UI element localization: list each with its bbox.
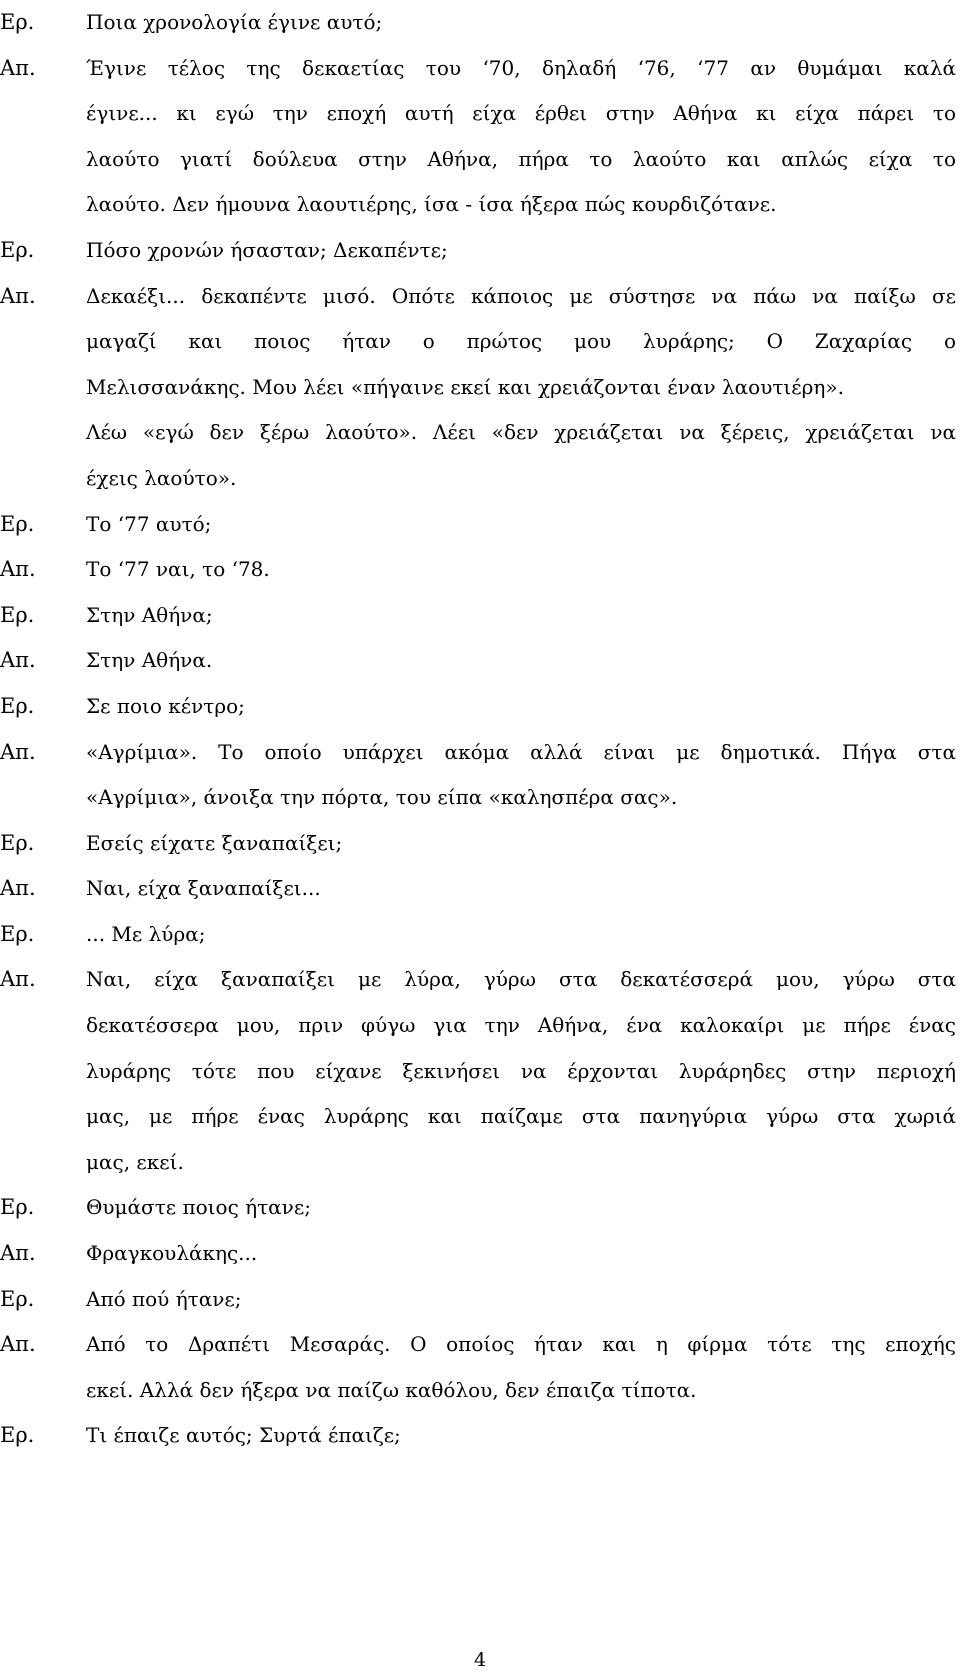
speaker-label: Απ.: [0, 1332, 36, 1357]
utterance-line: Θυμάστε ποιος ήτανε;: [86, 1195, 311, 1220]
transcript-entry: [0, 593, 960, 639]
utterance-line: μας, εκεί.: [86, 1149, 184, 1174]
utterance-line: λαούτο γιατί δούλευα στην Αθήνα, πήρα το λαούτο και απλώς είχα το: [86, 146, 956, 171]
transcript-entry: [0, 730, 960, 821]
speaker-label: Απ.: [0, 1241, 36, 1266]
transcript-entry: [0, 638, 960, 684]
utterance-line: Από πού ήτανε;: [86, 1286, 242, 1311]
transcript-entry: [0, 866, 960, 912]
utterance-line: Ποια χρονολογία έγινε αυτό;: [86, 10, 383, 34]
transcript-entry: [0, 547, 960, 593]
speaker-label: Απ.: [0, 967, 36, 992]
utterance-line: λυράρης τότε που είχανε ξεκινήσει να έρχονται λυράρηδες στην περιοχή: [86, 1058, 956, 1083]
speaker-label: Ερ.: [0, 1423, 35, 1448]
utterance-line: Στην Αθήνα;: [86, 602, 213, 627]
utterance-line: Τι έπαιζε αυτός; Συρτά έπαιζε;: [86, 1423, 401, 1448]
speaker-label: Ερ.: [0, 921, 35, 946]
transcript-entry: [0, 1322, 960, 1413]
utterance-line: Από το Δραπέτι Μεσαράς. Ο οποίος ήταν και η φίρμα τότε της εποχής: [86, 1332, 956, 1357]
speaker-label: Απ.: [0, 876, 36, 901]
transcript-entry: [0, 0, 960, 46]
transcript-entry: [0, 274, 960, 502]
transcript-entry: [0, 684, 960, 730]
utterance-line: Στην Αθήνα.: [86, 648, 213, 673]
speaker-label: Ερ.: [0, 830, 35, 855]
utterance-line: Δεκαέξι... δεκαπέντε μισό. Οπότε κάποιος με σύστησε να πάω να παίξω σε: [86, 283, 956, 308]
speaker-label: Απ.: [0, 283, 36, 308]
speaker-label: Ερ.: [0, 511, 35, 536]
transcript-entry: [0, 502, 960, 548]
transcript-entry: [0, 957, 960, 1185]
speaker-label: Ερ.: [0, 1286, 35, 1311]
utterance-line: δεκατέσσερα μου, πριν φύγω για την Αθήνα, ένα καλοκαίρι με πήρε ένας: [86, 1013, 956, 1038]
transcript-entry: [0, 1277, 960, 1323]
transcript-entry: [0, 1413, 960, 1459]
utterance-line: Το ‘77 αυτό;: [86, 511, 212, 536]
utterance-line: λαούτο. Δεν ήμουνα λαουτιέρης, ίσα - ίσα ήξερα πώς κουρδιζότανε.: [86, 192, 777, 217]
utterance-line: μαγαζί και ποιος ήταν ο πρώτος μου λυράρης; Ο Ζαχαρίας ο: [86, 329, 956, 354]
utterance-line: Ναι, είχα ξαναπαίξει με λύρα, γύρω στα δεκατέσσερά μου, γύρω στα: [86, 967, 956, 992]
utterance-line: Σε ποιο κέντρο;: [86, 693, 245, 718]
speaker-label: Απ.: [0, 739, 36, 764]
speaker-label: Απ.: [0, 55, 36, 80]
transcript-entry: [0, 912, 960, 958]
speaker-label: Ερ.: [0, 602, 35, 627]
utterance-line: Εσείς είχατε ξαναπαίξει;: [86, 830, 343, 855]
utterance-line: Το ‘77 ναι, το ‘78.: [86, 557, 270, 582]
speaker-label: Ερ.: [0, 693, 35, 718]
speaker-label: Ερ.: [0, 237, 35, 262]
utterance-line: ... Με λύρα;: [86, 921, 206, 946]
transcript-entry: [0, 1185, 960, 1231]
transcript-entry: [0, 46, 960, 228]
utterance-line: Πόσο χρονών ήσασταν; Δεκαπέντε;: [86, 237, 448, 262]
utterance-line: μας, με πήρε ένας λυράρης και παίζαμε στα πανηγύρια γύρω στα χωριά: [86, 1104, 956, 1129]
utterance-line: «Αγρίμια», άνοιξα την πόρτα, του είπα «καλησπέρα σας».: [86, 785, 678, 810]
utterance-line: Φραγκουλάκης...: [86, 1241, 258, 1266]
utterance-line: «Αγρίμια». Το οποίο υπάρχει ακόμα αλλά είναι με δημοτικά. Πήγα στα: [86, 739, 956, 764]
transcript-entry: [0, 1231, 960, 1277]
utterance-line: Λέω «εγώ δεν ξέρω λαούτο». Λέει «δεν χρειάζεται να ξέρεις, χρειάζεται να: [86, 420, 956, 445]
speaker-label: Απ.: [0, 557, 36, 582]
utterance-line: έχεις λαούτο».: [86, 465, 237, 490]
transcript-entry: [0, 821, 960, 867]
transcript-entry: [0, 228, 960, 274]
utterance-line: Μελισσανάκης. Μου λέει «πήγαινε εκεί και χρειάζονται έναν λαουτιέρη».: [86, 374, 844, 399]
speaker-label: Ερ.: [0, 10, 35, 34]
utterance-line: Έγινε τέλος της δεκαετίας του ‘70, δηλαδή ‘76, ‘77 αν θυμάμαι καλά: [86, 55, 956, 80]
speaker-label: Ερ.: [0, 1195, 35, 1220]
utterance-line: έγινε... κι εγώ την εποχή αυτή είχα έρθει στην Αθήνα κι είχα πάρει το: [86, 101, 956, 126]
speaker-label: Απ.: [0, 648, 36, 673]
utterance-line: εκεί. Αλλά δεν ήξερα να παίζω καθόλου, δεν έπαιζα τίποτα.: [86, 1377, 697, 1402]
utterance-line: Ναι, είχα ξαναπαίξει...: [86, 876, 321, 901]
page-number: 4: [473, 1649, 487, 1671]
